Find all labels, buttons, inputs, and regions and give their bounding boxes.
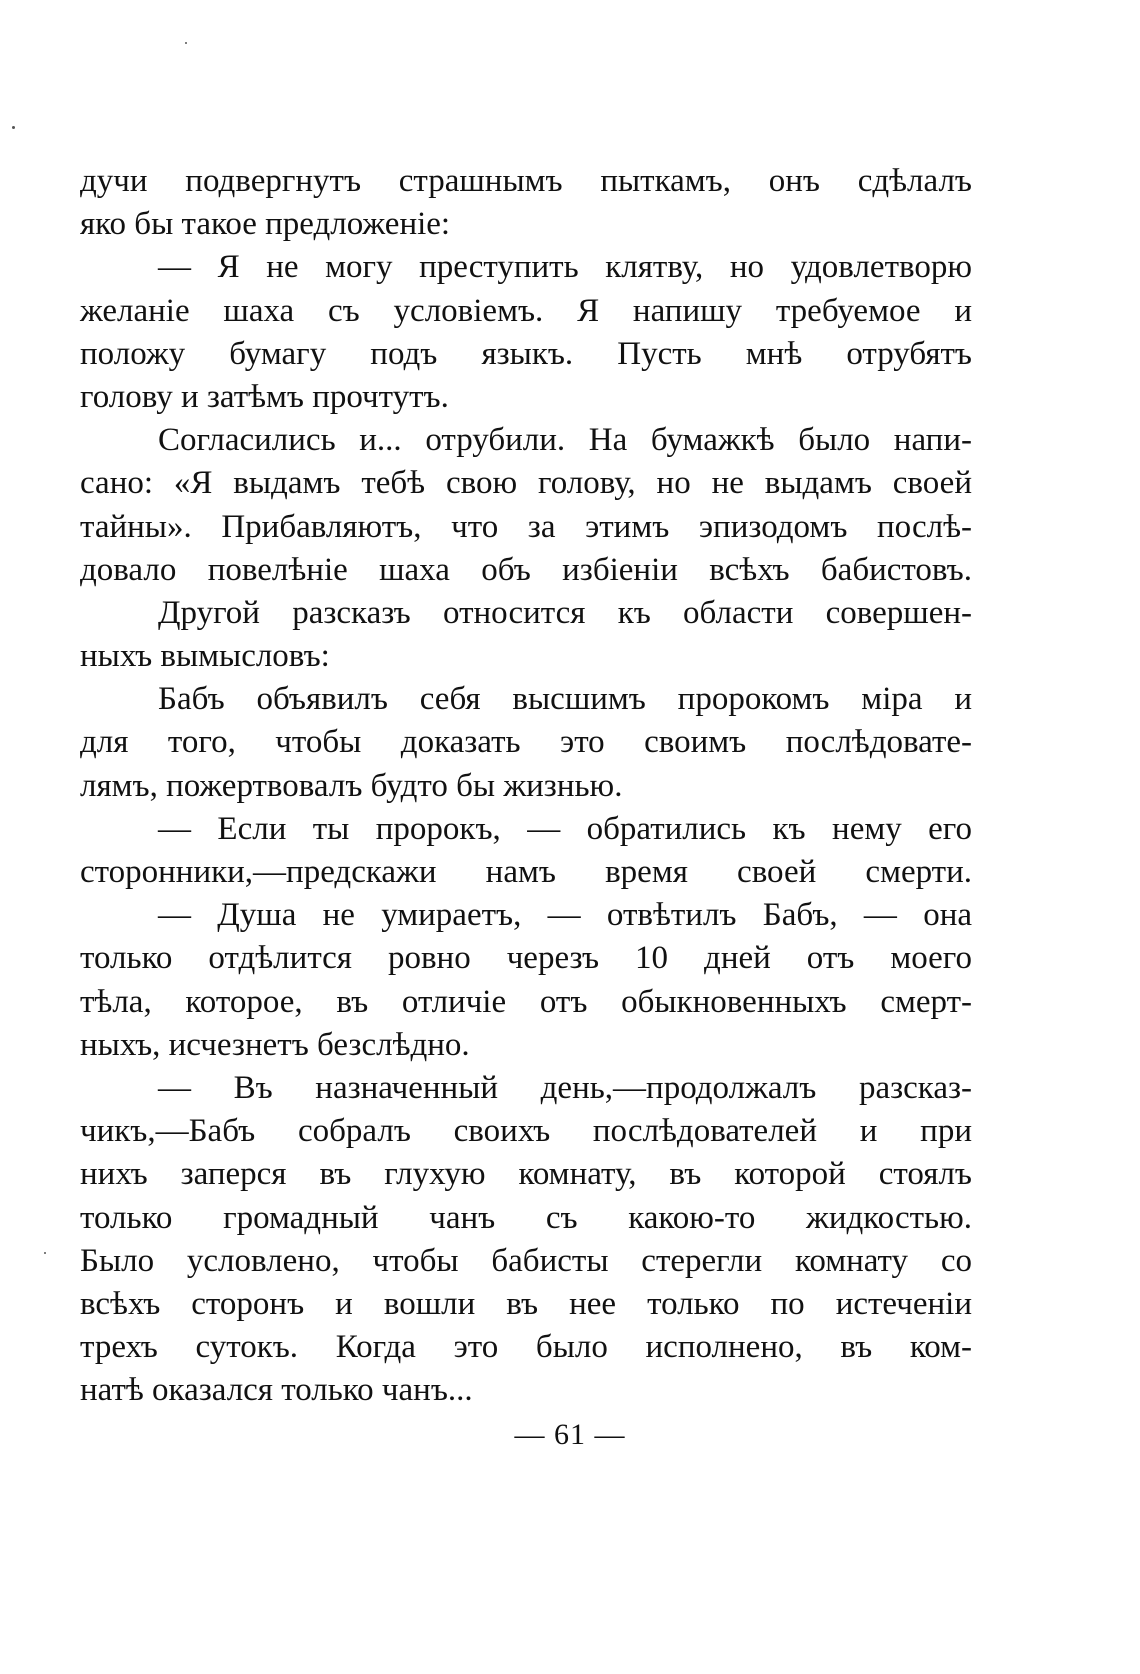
text-line: сторонники,—предскажи намъ время своей смерти. bbox=[80, 854, 972, 890]
paper-speck bbox=[44, 1252, 46, 1254]
text-line: Согласились и... отрубили. На бумажкѣ было напи- bbox=[158, 422, 972, 459]
body-text bbox=[80, 160, 972, 1412]
text-line: желаніе шаха съ условіемъ. Я напишу требуемое и bbox=[80, 292, 972, 329]
text-line: — Я не могу преступить клятву, но удовлетворю bbox=[158, 249, 972, 286]
text-line: только громадный чанъ съ какою-то жидкостью. bbox=[80, 1199, 972, 1236]
text-line: лямъ, пожертвовалъ будто бы жизнью. bbox=[80, 767, 623, 804]
text-line: нихъ заперся въ глухую комнату, въ которой стоялъ bbox=[80, 1156, 972, 1193]
text-line: голову и затѣмъ прочтутъ. bbox=[80, 378, 449, 415]
text-line: довало повелѣніе шаха объ избіеніи всѣхъ бабистовъ. bbox=[80, 551, 972, 588]
text-line: — Душа не умираетъ, — отвѣтилъ Бабъ, — она bbox=[158, 897, 972, 934]
text-line: — Если ты пророкъ, — обратились къ нему его bbox=[158, 810, 972, 847]
paper-speck bbox=[185, 42, 187, 44]
text-line: ныхъ, исчезнетъ безслѣдно. bbox=[80, 1026, 470, 1063]
text-line: тѣла, которое, въ отличіе отъ обыкновенныхъ смерт- bbox=[80, 983, 972, 1020]
text-line: натѣ оказался только чанъ... bbox=[80, 1372, 473, 1409]
text-line: всѣхъ сторонъ и вошли въ нее только по истеченіи bbox=[80, 1285, 972, 1322]
text-line: сано: «Я выдамъ тебѣ свою голову, но не выдамъ своей bbox=[80, 465, 972, 502]
paper-speck bbox=[12, 126, 15, 129]
text-line: — Въ назначенный день,—продолжалъ разсказ- bbox=[158, 1069, 972, 1106]
text-line: Было условлено, чтобы бабисты стерегли комнату со bbox=[80, 1242, 972, 1279]
text-line: для того, чтобы доказать это своимъ послѣдовате- bbox=[80, 724, 972, 761]
text-line: дучи подвергнутъ страшнымъ пыткамъ, онъ сдѣлалъ bbox=[80, 163, 972, 199]
text-line: чикъ,—Бабъ собралъ своихъ послѣдователей и при bbox=[80, 1113, 972, 1150]
text-line: Другой разсказъ относится къ области совершен- bbox=[158, 594, 972, 631]
text-line: Бабъ объявилъ себя высшимъ пророкомъ міра и bbox=[158, 681, 972, 718]
text-line: положу бумагу подъ языкъ. Пусть мнѣ отрубятъ bbox=[80, 335, 972, 372]
page-number: — 61 — bbox=[514, 1418, 626, 1451]
text-line: трехъ сутокъ. Когда это было исполнено, въ ком- bbox=[80, 1329, 972, 1366]
text-line: тайны». Прибавляютъ, что за этимъ эпизодомъ послѣ- bbox=[80, 508, 972, 545]
text-line: ныхъ вымысловъ: bbox=[80, 638, 330, 675]
text-line: только отдѣлится ровно черезъ 10 дней отъ моего bbox=[80, 940, 972, 977]
text-line: яко бы такое предложеніе: bbox=[80, 206, 451, 243]
